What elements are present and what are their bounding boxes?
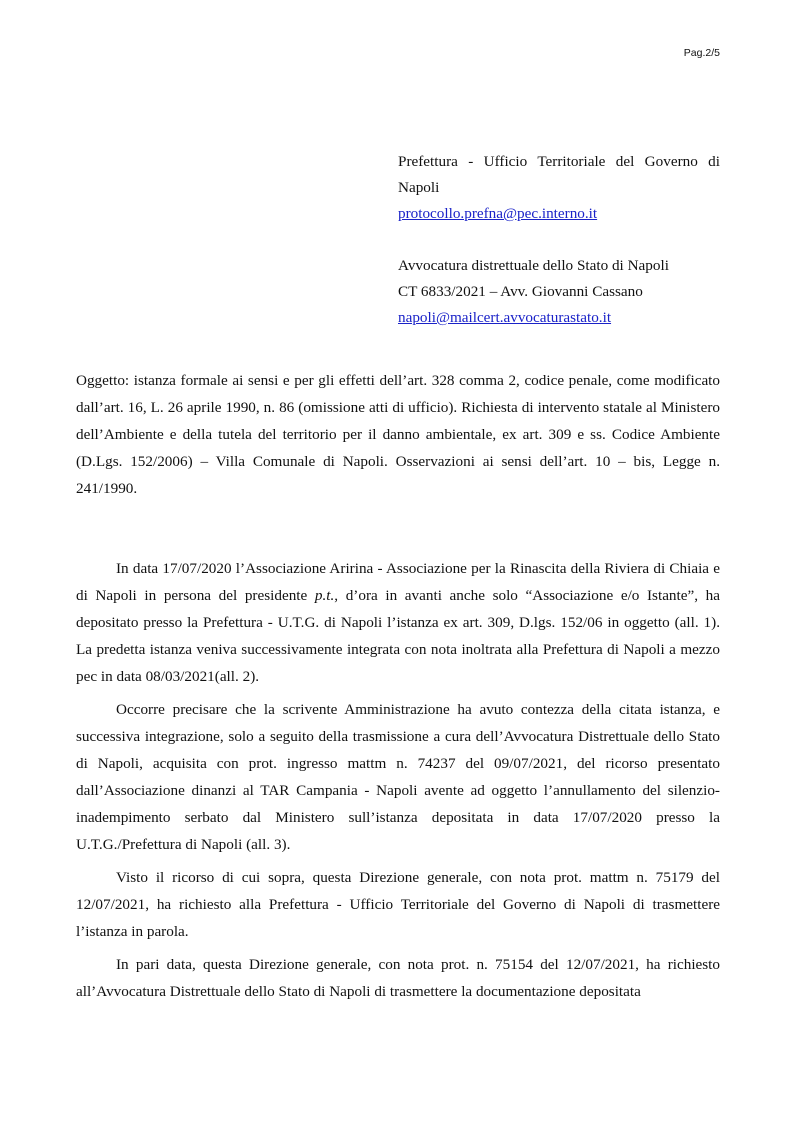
body-paragraph-4: In pari data, questa Direzione generale, con nota prot. n. 75154 del 12/07/2021, ha richiesto all’Avvocatura Distrettuale dello Stato di Napoli di trasmettere la documentazione depositata [76, 956, 720, 1000]
recipient-name: Avvocatura distrettuale dello Stato di Napoli [398, 257, 669, 274]
p1-italic-pt: p.t. [314, 587, 335, 604]
letter-body [76, 367, 720, 1011]
recipients-block [398, 149, 720, 357]
recipient-avvocatura [398, 253, 720, 331]
recipient-prefettura [398, 149, 720, 227]
body-paragraph-2: Occorre precisare che la scrivente Amministrazione ha avuto contezza della citata istanza, e successiva integrazione, solo a seguito della trasmissione a cura dell’Avvocatura Distrettuale dello Stato di Napoli, acquisita con prot. ingresso mattm n. 74237 del 09/07/2021, del ricorso presentato dall’Associazione dinanzi al TAR Campania - Napoli avente ad oggetto l’annullamento del silenzio-inadempimento serbato dal Ministero sull’istanza depositata in data 17/07/2020 presso la U.T.G./Prefettura di Napoli (all. 3). [76, 701, 720, 853]
body-paragraph-3: Visto il ricorso di cui sopra, questa Direzione generale, con nota prot. mattm n. 75179 del 12/07/2021, ha richiesto alla Prefettura - Ufficio Territoriale del Governo di Napoli di trasmettere l’istanza in parola. [76, 869, 720, 940]
p1-text-start: In data 17/07/2020 l’Associazione Aririna - Associazione per la Rinascita della Riviera di Chiaia e di Napoli in persona del presidente [76, 560, 720, 604]
subject-paragraph: Oggetto: istanza formale ai sensi e per gli effetti dell’art. 328 comma 2, codice penale, come modificato dall’art. 16, L. 26 aprile 1990, n. 86 (omissione atti di ufficio). Richiesta di intervento statale al Ministero dell’Ambiente e della tutela del territorio per il danno ambientale, ex art. 309 e ss. Codice Ambiente (D.Lgs. 152/2006) – Villa Comunale di Napoli. Osservazioni ai sensi dell’art. 10 – bis, Legge n. 241/1990. [76, 372, 720, 497]
recipient-email-link[interactable]: protocollo.prefna@pec.interno.it [398, 205, 598, 222]
recipient-reference: CT 6833/2021 – Avv. Giovanni Cassano [398, 283, 643, 300]
p1-text-end: , d’ora in avanti anche solo “Associazione e/o Istante”, ha depositato presso la Prefettura - U.T.G. di Napoli l’istanza ex art. 309, D.lgs. 152/06 in oggetto (all. 1). La predetta istanza veniva successivamente integrata con nota inoltrata alla Prefettura di Napoli a mezzo pec in data 08/03/2021(all. 2). [76, 587, 720, 685]
recipient-email-link[interactable]: napoli@mailcert.avvocaturastato.it [398, 309, 612, 326]
body-paragraph-1 [76, 555, 720, 690]
page-number: Pag.2/5 [683, 47, 720, 59]
recipient-name: Prefettura - Ufficio Territoriale del Governo di Napoli [398, 153, 720, 196]
